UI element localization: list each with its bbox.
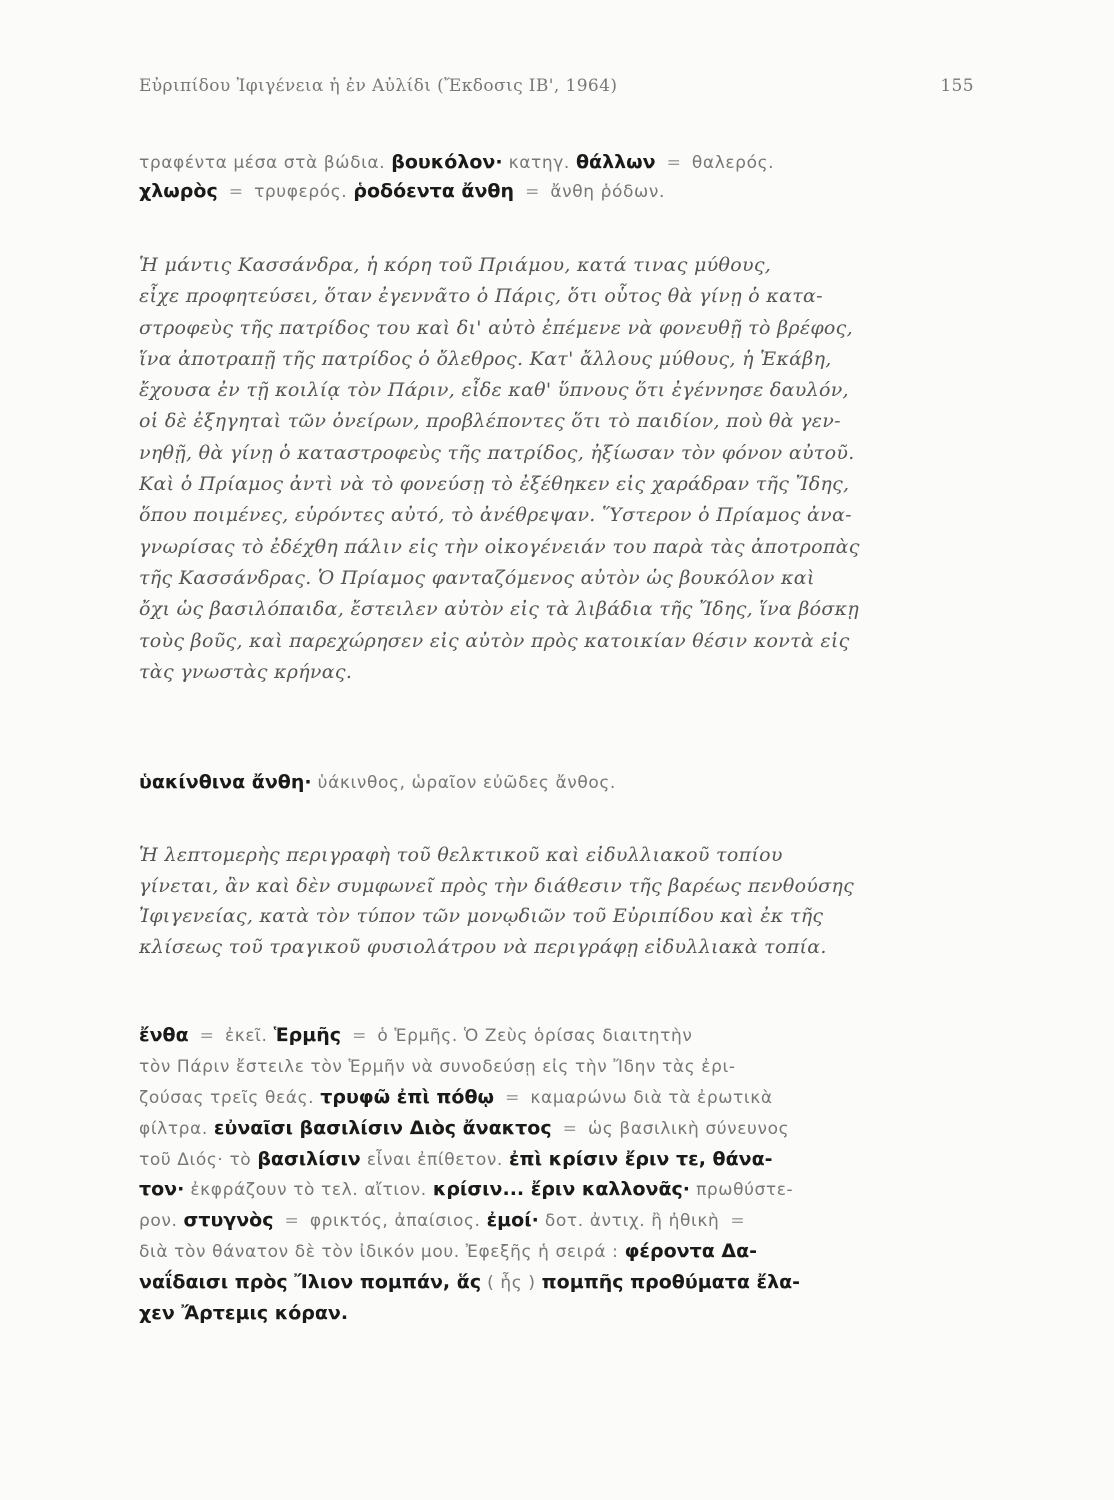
commentary-line: ὅπου ποιμένες, εὑρόντες αὐτό, τὸ ἀνέθρεψαν. Ὕστερον ὁ Πρίαμος ἀνα- bbox=[139, 504, 852, 527]
gloss-line: ναΐδαισι πρὸς Ἴλιον πομπάν, ἅς ( ἧς ) πομπῆς προθύματα ἔλα- bbox=[139, 1271, 801, 1294]
commentary-paragraph-2 bbox=[139, 840, 974, 962]
equals-sign: = bbox=[352, 1026, 367, 1046]
gloss-block-1 bbox=[139, 148, 974, 206]
commentary-line: τὰς γνωστὰς κρήνας. bbox=[139, 660, 353, 683]
lemma: βασιλίσιν bbox=[257, 1147, 361, 1170]
lemma: Ἑρμῆς bbox=[273, 1024, 342, 1046]
gloss-line: ρον. στυγνὸς = φρικτός, ἀπαίσιος. ἐμοί· δοτ. ἀντιχ. ἢ ἠθικὴ = bbox=[139, 1209, 745, 1232]
commentary-line: εἶχε προφητεύσει, ὅταν ἐγεννᾶτο ὁ Πάρις, ὅτι οὗτος θὰ γίνῃ ὁ κατα- bbox=[139, 285, 823, 308]
commentary-line: στροφεὺς τῆς πατρίδος του καὶ δι' αὐτὸ ἐπέμενε νὰ φονευθῇ τὸ βρέφος, bbox=[139, 316, 853, 339]
gloss-line: χλωρὸς = τρυφερός. ῥοδόεντα ἄνθη = ἄνθη ῥόδων. bbox=[139, 180, 665, 202]
lemma: κρίσιν... ἔριν καλλονᾶς· bbox=[432, 1178, 691, 1201]
equals-sign: = bbox=[505, 1087, 520, 1108]
gloss-line: τραφέντα μέσα στὰ βώδια. βουκόλον· κατηγ. θάλλων = θαλερός. bbox=[139, 151, 775, 173]
gloss-line: ὑακίνθινα ἄνθη· ὑάκινθος, ὡραῖον εὐῶδες ἄνθος. bbox=[139, 771, 616, 793]
commentary-line: Ἰφιγενείας, κατὰ τὸν τύπον τῶν μονῳδιῶν τοῦ Εὐριπίδου καὶ ἐκ τῆς bbox=[139, 905, 824, 927]
gloss-line: φίλτρα. εὐναῖσι βασιλίσιν Διὸς ἄνακτος = ὡς βασιλικὴ σύνευνος bbox=[139, 1116, 790, 1139]
lemma: βουκόλον· bbox=[391, 151, 503, 173]
commentary-line: ἵνα ἀποτραπῇ τῆς πατρίδος ὁ ὄλεθρος. Κατ' ἄλλους μύθους, ἡ Ἑκάβη, bbox=[139, 347, 832, 370]
commentary-line: γίνεται, ἂν καὶ δὲν συμφωνεῖ πρὸς τὴν διάθεσιν τῆς βαρέως πενθούσης bbox=[139, 874, 855, 897]
running-header bbox=[139, 72, 974, 102]
equals-sign: = bbox=[525, 182, 540, 202]
commentary-line: Καὶ ὁ Πρίαμος ἀντὶ νὰ τὸ φονεύσῃ τὸ ἐξέθηκεν εἰς χαράδραν τῆς Ἴδης, bbox=[139, 473, 850, 496]
gloss-line: διὰ τὸν θάνατον δὲ τὸν ἰδικόν μου. Ἐφεξῆς ἡ σειρά : φέροντα Δα- bbox=[139, 1240, 758, 1263]
lemma: τρυφῶ ἐπὶ πόθῳ bbox=[320, 1085, 495, 1108]
commentary-paragraph-1 bbox=[139, 250, 974, 688]
commentary-line: τῆς Κασσάνδρας. Ὁ Πρίαμος φανταζόμενος αὐτὸν ὡς βουκόλον καὶ bbox=[139, 566, 815, 589]
lemma: ὑακίνθινα ἄνθη· bbox=[139, 771, 312, 793]
lemma: φέροντα Δα- bbox=[624, 1240, 758, 1263]
lemma: χλωρὸς bbox=[139, 180, 218, 202]
commentary-line: ὄχι ὡς βασιλόπαιδα, ἔστειλεν αὐτὸν εἰς τὰ λιβάδια τῆς Ἴδης, ἵνα βόσκῃ bbox=[139, 598, 860, 621]
equals-sign: = bbox=[666, 153, 681, 173]
equals-sign: = bbox=[562, 1118, 577, 1139]
lemma: τον· bbox=[139, 1178, 185, 1201]
page-number: 155 bbox=[940, 76, 974, 96]
equals-sign: = bbox=[228, 182, 244, 202]
lemma: θάλλων bbox=[575, 151, 656, 173]
equals-sign: = bbox=[284, 1211, 299, 1232]
lemma: ναΐδαισι πρὸς Ἴλιον πομπάν, ἅς bbox=[139, 1271, 482, 1294]
gloss-line: ζούσας τρεῖς θεάς. τρυφῶ ἐπὶ πόθῳ = καμαρώνω διὰ τὰ ἐρωτικὰ bbox=[139, 1085, 773, 1108]
gloss-line: τὸν Πάριν ἔστειλε τὸν Ἑρμῆν νὰ συνοδεύσῃ εἰς τὴν Ἴδην τὰς ἐρι- bbox=[139, 1056, 736, 1077]
commentary-line: ἔχουσα ἐν τῇ κοιλίᾳ τὸν Πάριν, εἶδε καθ' ὕπνους ὅτι ἐγέννησε δαυλόν, bbox=[139, 379, 849, 402]
commentary-line: οἱ δὲ ἐξηγηταὶ τῶν ὀνείρων, προβλέποντες ὅτι τὸ παιδίον, ποὺ θὰ γεν- bbox=[139, 410, 841, 433]
lemma: ἔνθα bbox=[139, 1024, 189, 1046]
lemma: εὐναῖσι βασιλίσιν Διὸς ἄνακτος bbox=[213, 1116, 552, 1139]
commentary-line: νηθῇ, θὰ γίνῃ ὁ καταστροφεὺς τῆς πατρίδος, ἠξίωσαν τὸν φόνον αὐτοῦ. bbox=[139, 441, 855, 464]
lemma: ῥοδόεντα ἄνθη bbox=[353, 180, 515, 202]
commentary-line: Ἡ λεπτομερὴς περιγραφὴ τοῦ θελκτικοῦ καὶ εἰδυλλιακοῦ τοπίου bbox=[139, 844, 783, 866]
gloss-block-3 bbox=[139, 1020, 974, 1329]
lemma: πομπῆς προθύματα ἔλα- bbox=[541, 1271, 801, 1294]
commentary-line: κλίσεως τοῦ τραγικοῦ φυσιολάτρου νὰ περιγράφῃ εἰδυλλιακὰ τοπία. bbox=[139, 935, 827, 958]
gloss-line: τον· ἐκφράζουν τὸ τελ. αἴτιον. κρίσιν... ἔριν καλλονᾶς· πρωθύστε- bbox=[139, 1178, 794, 1201]
lemma: ἐπὶ κρίσιν ἔριν τε, θάνα- bbox=[508, 1147, 773, 1170]
equals-sign: = bbox=[199, 1026, 214, 1046]
lemma: χεν Ἄρτεμις κόραν. bbox=[139, 1302, 349, 1325]
equals-sign: = bbox=[730, 1211, 745, 1232]
lemma: στυγνὸς bbox=[183, 1209, 274, 1232]
commentary-line: γνωρίσας τὸ ἐδέχθη πάλιν εἰς τὴν οἰκογένειάν του παρὰ τὰς ἀποτροπὰς bbox=[139, 535, 860, 558]
commentary-line: Ἡ μάντις Κασσάνδρα, ἡ κόρη τοῦ Πριάμου, κατά τινας μύθους, bbox=[139, 254, 772, 276]
running-title: Εὐριπίδου Ἰφιγένεια ἡ ἐν Αὐλίδι (Ἔκδοσις ΙΒ', 1964) bbox=[139, 76, 618, 96]
gloss-line: ἔνθα = ἐκεῖ. Ἑρμῆς = ὁ Ἑρμῆς. Ὁ Ζεὺς ὁρίσας διαιτητὴν bbox=[139, 1024, 693, 1046]
gloss-block-2 bbox=[139, 768, 974, 797]
gloss-line bbox=[139, 1298, 974, 1329]
lemma: ἐμοί· bbox=[486, 1209, 539, 1232]
gloss-line: τοῦ Διός· τὸ βασιλίσιν εἶναι ἐπίθετον. ἐπὶ κρίσιν ἔριν τε, θάνα- bbox=[139, 1147, 773, 1170]
commentary-line: τοὺς βοῦς, καὶ παρεχώρησεν εἰς αὐτὸν πρὸς κατοικίαν θέσιν κοντὰ εἰς bbox=[139, 629, 850, 652]
